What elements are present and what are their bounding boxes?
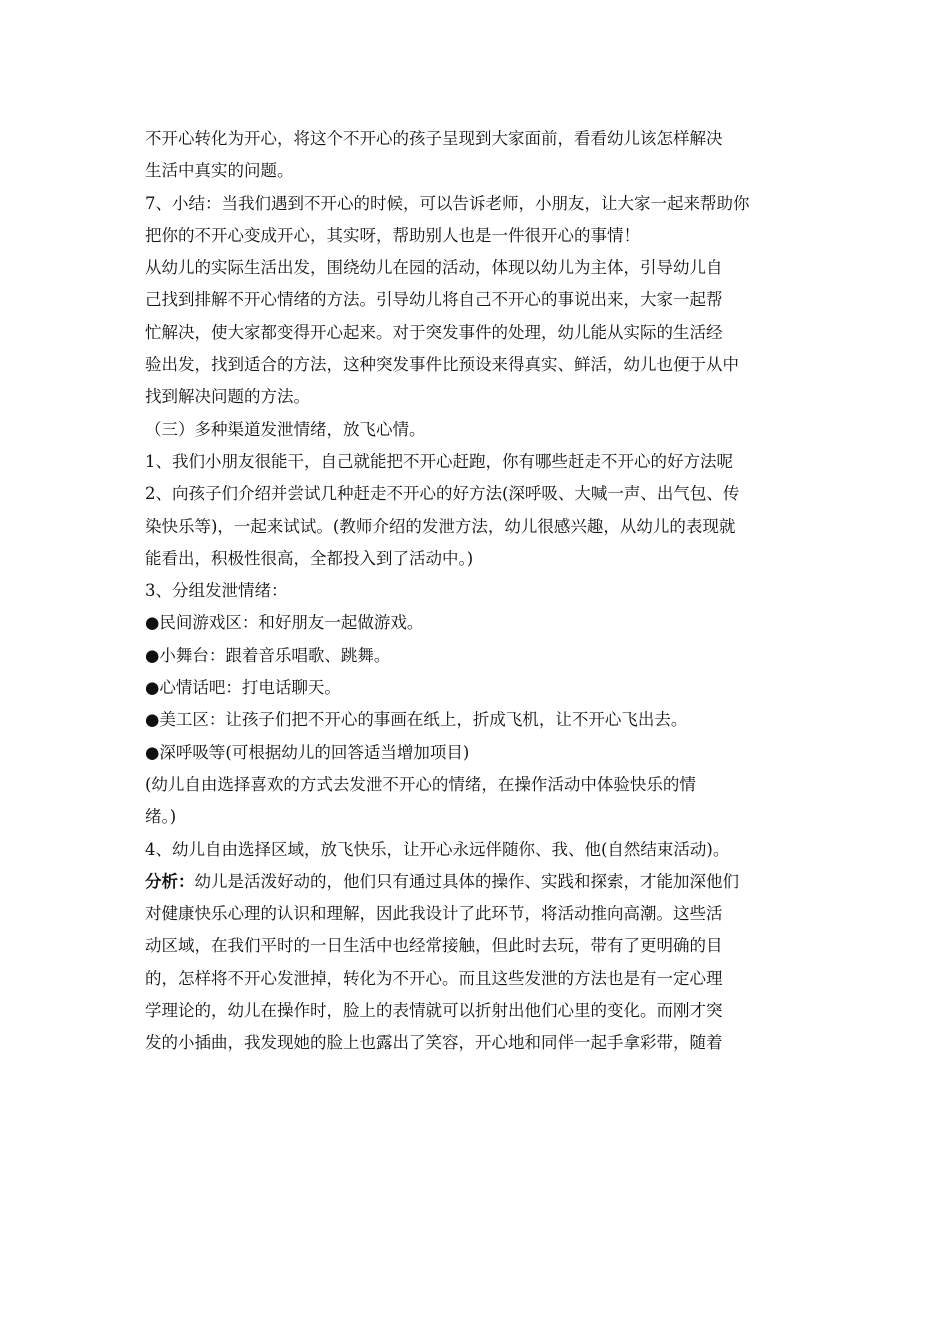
text-line: 从幼儿的实际生活出发，围绕幼儿在园的活动，体现以幼儿为主体，引导幼儿自: [145, 258, 723, 278]
bullet-item: ●美工区：让孩子们把不开心的事画在纸上，折成飞机，让不开心飞出去。: [145, 710, 688, 730]
analysis-first-line: [145, 866, 815, 898]
text-line: 发的小插曲，我发现她的脸上也露出了笑容，开心地和同伴一起手拿彩带，随着: [145, 1033, 723, 1053]
text-line: 2、向孩子们介绍并尝试几种赶走不开心的好方法(深呼吸、大喊一声、出气包、传: [145, 484, 740, 504]
bullet-item: ●深呼吸等(可根据幼儿的回答适当增加项目): [145, 742, 470, 762]
text-line: 找到解决问题的方法。: [145, 387, 310, 407]
text-line: 动区域，在我们平时的一日生活中也经常接触，但此时去玩，带有了更明确的目: [145, 936, 723, 956]
text-line: 己找到排解不开心情绪的方法。引导幼儿将自己不开心的事说出来，大家一起帮: [145, 290, 723, 310]
text-line: 1、我们小朋友很能干，自己就能把不开心赶跑，你有哪些赶走不开心的好方法呢: [145, 451, 733, 471]
text-line: 4、幼儿自由选择区域，放飞快乐，让开心永远伴随你、我、他(自然结束活动)。: [145, 839, 730, 859]
text-line: 3、分组发泄情绪：: [145, 581, 288, 601]
text-line: (幼儿自由选择喜欢的方式去发泄不开心的情绪，在操作活动中体验快乐的情: [145, 774, 696, 794]
analysis-text: 幼儿是活泼好动的，他们只有通过具体的操作、实践和探索，才能加深他们: [194, 871, 739, 891]
bullet-item: ●小舞台：跟着音乐唱歌、跳舞。: [145, 645, 391, 665]
text-line: 7、小结：当我们遇到不开心的时候，可以告诉老师，小朋友，让大家一起来帮助你: [145, 193, 750, 213]
text-line: 验出发，找到适合的方法，这种突发事件比预设来得真实、鲜活，幼儿也便于从中: [145, 355, 739, 375]
text-line: 忙解决，使大家都变得开心起来。对于突发事件的处理，幼儿能从实际的生活经: [145, 322, 723, 342]
text-line: 能看出，积极性很高，全都投入到了活动中。): [145, 548, 474, 568]
text-line: 生活中真实的问题。: [145, 161, 294, 181]
text-line: 学理论的，幼儿在操作时，脸上的表情就可以折射出他们心里的变化。而刚才突: [145, 1001, 723, 1021]
text-line: 的，怎样将不开心发泄掉，转化为不开心。而且这些发泄的方法也是有一定心理: [145, 968, 723, 988]
bullet-item: ●民间游戏区：和好朋友一起做游戏。: [145, 613, 424, 633]
section-heading: （三）多种渠道发泄情绪，放飞心情。: [145, 419, 426, 439]
text-line: 染快乐等)，一起来试试。(教师介绍的发泄方法，幼儿很感兴趣，从幼儿的表现就: [145, 516, 736, 536]
text-line: 把你的不开心变成开心，其实呀，帮助别人也是一件很开心的事情！: [145, 225, 640, 245]
bullet-item: ●心情话吧：打电话聊天。: [145, 678, 341, 698]
text-line: 对健康快乐心理的认识和理解，因此我设计了此环节，将活动推向高潮。这些活: [145, 904, 723, 924]
analysis-label: 分析：: [145, 871, 195, 891]
text-line: 绪。): [145, 807, 177, 827]
text-line: 不开心转化为开心，将这个不开心的孩子呈现到大家面前，看看幼儿该怎样解决: [145, 129, 723, 148]
document-body: [145, 123, 815, 1060]
